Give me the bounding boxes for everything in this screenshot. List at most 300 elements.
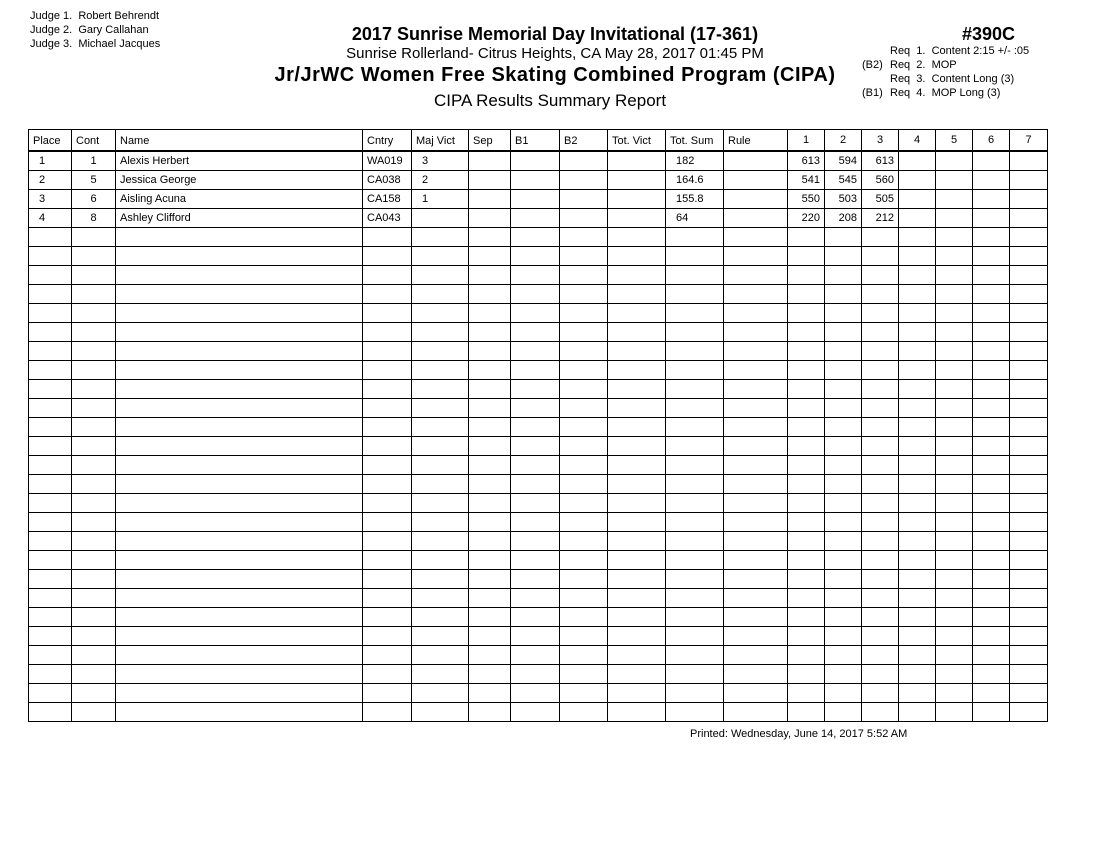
table-cell-empty: [724, 608, 788, 627]
results-table: [28, 129, 1048, 722]
table-cell-empty: [511, 399, 560, 418]
table-cell-empty: [72, 266, 116, 285]
table-cell-empty: [1010, 665, 1048, 684]
table-cell-empty: [29, 475, 72, 494]
table-cell-empty: [899, 513, 936, 532]
table-cell-empty: [724, 494, 788, 513]
table-cell-empty: [363, 285, 412, 304]
table-cell-empty: [560, 342, 608, 361]
table-cell-empty: [72, 380, 116, 399]
table-cell-empty: [608, 247, 666, 266]
table-cell-empty: [1010, 608, 1048, 627]
table-cell-empty: [724, 589, 788, 608]
table-cell-empty: [1010, 399, 1048, 418]
table-cell-empty: [511, 380, 560, 399]
table-row: 2 5 Jessica George CA038 2 164.6 541 545 560: [29, 171, 1048, 190]
table-cell-empty: [1010, 304, 1048, 323]
table-cell-empty: [899, 627, 936, 646]
table-cell-empty: [608, 380, 666, 399]
table-cell-empty: [666, 684, 724, 703]
table-cell-empty: [1010, 323, 1048, 342]
table-cell-empty: [788, 684, 825, 703]
table-cell-empty: [862, 285, 899, 304]
table-cell-empty: [363, 304, 412, 323]
table-cell-empty: [825, 684, 862, 703]
table-cell-empty: [1010, 513, 1048, 532]
table-cell-empty: [116, 247, 363, 266]
table-cell-empty: [72, 304, 116, 323]
table-cell-empty: [1010, 380, 1048, 399]
table-cell-empty: [560, 380, 608, 399]
table-cell-empty: [788, 551, 825, 570]
table-cell-empty: [899, 494, 936, 513]
table-cell-empty: [936, 684, 973, 703]
table-cell-empty: [560, 266, 608, 285]
table-cell-empty: [1010, 247, 1048, 266]
table-cell-empty: [511, 608, 560, 627]
table-cell-empty: [825, 570, 862, 589]
table-cell-empty: [724, 646, 788, 665]
table-cell-empty: [116, 703, 363, 722]
table-cell-empty: [511, 247, 560, 266]
table-cell-empty: [973, 399, 1010, 418]
table-cell-empty: [724, 532, 788, 551]
table-cell-empty: [72, 247, 116, 266]
table-cell-empty: [899, 551, 936, 570]
table-cell-empty: [862, 399, 899, 418]
table-cell-empty: [825, 437, 862, 456]
table-cell-empty: [724, 437, 788, 456]
table-row-empty: [29, 399, 1048, 418]
table-cell-empty: [72, 684, 116, 703]
table-cell-empty: [412, 570, 469, 589]
table-cell-empty: [899, 475, 936, 494]
table-cell-empty: [560, 437, 608, 456]
table-cell-empty: [788, 570, 825, 589]
table-cell-empty: [862, 646, 899, 665]
requirement-1: Req 1. Content 2:15 +/- :05: [890, 45, 1030, 57]
table-cell-empty: [862, 304, 899, 323]
table-cell-empty: [899, 589, 936, 608]
table-cell-empty: [469, 589, 511, 608]
table-cell-empty: [608, 532, 666, 551]
table-cell-empty: [666, 247, 724, 266]
table-cell-empty: [862, 589, 899, 608]
table-cell-empty: [511, 285, 560, 304]
table-cell-empty: [724, 266, 788, 285]
table-cell-empty: [666, 418, 724, 437]
col-header-cont: Cont: [72, 130, 116, 152]
table-cell-empty: [560, 456, 608, 475]
table-cell-empty: [825, 304, 862, 323]
table-cell-empty: [560, 304, 608, 323]
table-cell-empty: [724, 551, 788, 570]
table-cell-empty: [72, 665, 116, 684]
table-cell-empty: [666, 323, 724, 342]
table-cell-empty: [608, 285, 666, 304]
table-row-empty: [29, 247, 1048, 266]
table-cell-empty: [72, 342, 116, 361]
table-row-empty: [29, 418, 1048, 437]
table-cell-empty: [825, 228, 862, 247]
table-cell-empty: [899, 532, 936, 551]
table-cell-empty: [363, 589, 412, 608]
table-cell-empty: [825, 513, 862, 532]
table-cell-empty: [936, 266, 973, 285]
table-cell-empty: [936, 551, 973, 570]
table-cell-empty: [936, 494, 973, 513]
table-cell-empty: [29, 304, 72, 323]
table-cell-empty: [469, 304, 511, 323]
table-cell-empty: [724, 323, 788, 342]
table-cell-empty: [936, 532, 973, 551]
requirement-3: Req 3. Content Long (3): [890, 73, 1015, 85]
table-cell-empty: [29, 703, 72, 722]
table-cell-empty: [608, 475, 666, 494]
table-cell-empty: [666, 475, 724, 494]
table-row-empty: [29, 532, 1048, 551]
table-cell-empty: [973, 266, 1010, 285]
table-cell-empty: [560, 703, 608, 722]
table-cell-empty: [560, 247, 608, 266]
table-cell-empty: [511, 418, 560, 437]
col-header-b2: B2: [560, 130, 608, 152]
table-row-empty: [29, 646, 1048, 665]
table-cell-empty: [469, 342, 511, 361]
table-cell-empty: [116, 646, 363, 665]
table-cell-empty: [973, 228, 1010, 247]
table-cell-empty: [936, 418, 973, 437]
table-cell-empty: [469, 684, 511, 703]
table-cell-empty: [899, 684, 936, 703]
table-cell-empty: [469, 380, 511, 399]
table-cell-empty: [666, 665, 724, 684]
table-cell-empty: [788, 456, 825, 475]
table-cell-empty: [412, 342, 469, 361]
program-title: Jr/JrWC Women Free Skating Combined Program (CIPA): [274, 64, 836, 86]
judge-1: Judge 1. Robert Behrendt: [30, 10, 160, 22]
table-cell-empty: [363, 570, 412, 589]
table-cell-empty: [1010, 266, 1048, 285]
table-cell-empty: [29, 456, 72, 475]
table-cell-empty: [469, 551, 511, 570]
table-cell-empty: [116, 285, 363, 304]
table-cell-empty: [862, 361, 899, 380]
table-cell-empty: [666, 437, 724, 456]
table-cell-empty: [469, 627, 511, 646]
table-cell-empty: [29, 285, 72, 304]
event-number: #390C: [962, 24, 1016, 44]
table-cell-empty: [608, 513, 666, 532]
table-cell-empty: [862, 627, 899, 646]
table-cell-empty: [469, 646, 511, 665]
table-cell-empty: [788, 342, 825, 361]
table-cell-empty: [1010, 570, 1048, 589]
table-cell-empty: [29, 589, 72, 608]
table-cell-empty: [412, 266, 469, 285]
table-cell-empty: [116, 684, 363, 703]
table-cell-empty: [899, 247, 936, 266]
table-cell-empty: [608, 266, 666, 285]
table-cell-empty: [862, 266, 899, 285]
table-cell-empty: [560, 418, 608, 437]
table-cell-empty: [899, 380, 936, 399]
table-cell-empty: [116, 475, 363, 494]
table-cell-empty: [560, 285, 608, 304]
table-cell-empty: [511, 646, 560, 665]
table-cell-empty: [899, 285, 936, 304]
table-cell-empty: [1010, 494, 1048, 513]
table-cell-empty: [72, 589, 116, 608]
table-cell-empty: [29, 608, 72, 627]
table-cell-empty: [469, 323, 511, 342]
table-cell-empty: [608, 570, 666, 589]
table-cell-empty: [1010, 228, 1048, 247]
table-row: 3 6 Aisling Acuna CA158 1 155.8 550 503 505: [29, 190, 1048, 209]
judge-3: Judge 3. Michael Jacques: [30, 38, 161, 50]
table-cell-empty: [666, 570, 724, 589]
table-cell-empty: [412, 494, 469, 513]
table-cell-empty: [825, 494, 862, 513]
table-cell-empty: [825, 551, 862, 570]
table-cell-empty: [29, 627, 72, 646]
table-cell-empty: [29, 266, 72, 285]
table-cell-empty: [862, 513, 899, 532]
table-cell-empty: [560, 551, 608, 570]
table-cell-empty: [825, 285, 862, 304]
table-cell-empty: [899, 665, 936, 684]
table-cell-empty: [788, 361, 825, 380]
table-row-empty: [29, 285, 1048, 304]
table-cell-empty: [936, 646, 973, 665]
table-cell-empty: [788, 475, 825, 494]
table-cell-empty: [363, 665, 412, 684]
table-cell-empty: [936, 570, 973, 589]
table-cell-empty: [788, 665, 825, 684]
venue-line: Sunrise Rollerland- Citrus Heights, CA May 28, 2017 01:45 PM: [346, 45, 764, 62]
table-cell-empty: [72, 513, 116, 532]
table-cell-empty: [608, 589, 666, 608]
table-cell-empty: [936, 228, 973, 247]
table-cell-empty: [608, 342, 666, 361]
col-header-rule: Rule: [724, 130, 788, 152]
col-header-judge-4: 4: [899, 130, 936, 152]
table-row-empty: [29, 475, 1048, 494]
table-cell-empty: [862, 342, 899, 361]
table-cell-empty: [363, 399, 412, 418]
table-cell-empty: [973, 418, 1010, 437]
table-cell-empty: [116, 494, 363, 513]
table-cell-empty: [469, 285, 511, 304]
table-cell-empty: [29, 665, 72, 684]
col-header-cntry: Cntry: [363, 130, 412, 152]
table-cell-empty: [511, 551, 560, 570]
table-cell-empty: [724, 570, 788, 589]
table-cell-empty: [862, 456, 899, 475]
table-cell-empty: [469, 247, 511, 266]
table-cell-empty: [862, 247, 899, 266]
table-cell-empty: [363, 494, 412, 513]
table-cell-empty: [72, 285, 116, 304]
table-cell-empty: [608, 323, 666, 342]
table-cell-empty: [825, 665, 862, 684]
table-cell-empty: [511, 228, 560, 247]
judge-2: Judge 2. Gary Callahan: [30, 24, 149, 36]
table-cell-empty: [363, 532, 412, 551]
table-cell-empty: [788, 608, 825, 627]
table-cell-empty: [724, 665, 788, 684]
table-cell-empty: [899, 570, 936, 589]
table-row: 1 1 Alexis Herbert WA019 3 182 613 594 613: [29, 151, 1048, 171]
table-cell-empty: [1010, 627, 1048, 646]
report-title: CIPA Results Summary Report: [433, 91, 667, 110]
table-cell-empty: [469, 361, 511, 380]
table-cell-empty: [608, 703, 666, 722]
table-cell-empty: [862, 551, 899, 570]
col-header-name: Name: [116, 130, 363, 152]
table-cell-empty: [608, 665, 666, 684]
table-cell-empty: [469, 456, 511, 475]
table-cell-empty: [412, 304, 469, 323]
table-cell-empty: [560, 323, 608, 342]
table-cell-empty: [511, 494, 560, 513]
table-cell-empty: [899, 304, 936, 323]
table-cell-empty: [608, 551, 666, 570]
event-title: 2017 Sunrise Memorial Day Invitational (17-361): [351, 24, 759, 44]
table-cell-empty: [363, 551, 412, 570]
table-cell-empty: [560, 627, 608, 646]
col-header-b1: B1: [511, 130, 560, 152]
table-cell-empty: [116, 437, 363, 456]
table-cell-empty: [1010, 703, 1048, 722]
table-cell-empty: [899, 437, 936, 456]
table-cell-empty: [788, 646, 825, 665]
table-cell-empty: [116, 570, 363, 589]
table-cell-empty: [412, 380, 469, 399]
table-cell-empty: [899, 703, 936, 722]
table-row-empty: [29, 513, 1048, 532]
table-cell-empty: [724, 513, 788, 532]
table-cell-empty: [608, 437, 666, 456]
table-cell-empty: [560, 570, 608, 589]
table-cell-empty: [825, 589, 862, 608]
table-cell-empty: [511, 304, 560, 323]
table-cell-empty: [973, 323, 1010, 342]
table-cell-empty: [973, 551, 1010, 570]
table-cell-empty: [412, 228, 469, 247]
table-cell-empty: [29, 570, 72, 589]
table-cell-empty: [412, 551, 469, 570]
table-cell-empty: [363, 266, 412, 285]
table-cell-empty: [412, 589, 469, 608]
table-cell-empty: [973, 646, 1010, 665]
table-cell-empty: [469, 418, 511, 437]
table-cell-empty: [116, 608, 363, 627]
table-cell-empty: [1010, 437, 1048, 456]
table-cell-empty: [825, 646, 862, 665]
table-cell-empty: [29, 513, 72, 532]
table-cell-empty: [724, 361, 788, 380]
table-cell-empty: [511, 456, 560, 475]
table-cell-empty: [825, 627, 862, 646]
table-cell-empty: [936, 361, 973, 380]
table-cell-empty: [363, 228, 412, 247]
table-cell-empty: [608, 304, 666, 323]
table-cell-empty: [469, 513, 511, 532]
table-cell-empty: [862, 665, 899, 684]
table-cell-empty: [724, 418, 788, 437]
table-cell-empty: [608, 627, 666, 646]
table-cell-empty: [825, 703, 862, 722]
table-cell-empty: [412, 627, 469, 646]
table-cell-empty: [560, 494, 608, 513]
table-cell-empty: [666, 399, 724, 418]
table-cell-empty: [560, 608, 608, 627]
requirements-list: [862, 44, 1029, 100]
table-cell-empty: [788, 532, 825, 551]
table-cell-empty: [825, 456, 862, 475]
table-cell-empty: [72, 323, 116, 342]
table-row-empty: [29, 494, 1048, 513]
table-cell-empty: [825, 323, 862, 342]
table-header-row: [29, 130, 1048, 152]
table-cell-empty: [363, 342, 412, 361]
table-cell-empty: [862, 437, 899, 456]
table-row-empty: [29, 684, 1048, 703]
table-cell-empty: [973, 665, 1010, 684]
table-cell-empty: [973, 513, 1010, 532]
table-cell-empty: [973, 608, 1010, 627]
col-header-sep: Sep: [469, 130, 511, 152]
table-cell-empty: [724, 475, 788, 494]
table-cell-empty: [116, 418, 363, 437]
table-cell-empty: [936, 627, 973, 646]
table-cell-empty: [608, 399, 666, 418]
table-cell-empty: [72, 399, 116, 418]
table-cell-empty: [1010, 646, 1048, 665]
table-row-empty: [29, 665, 1048, 684]
table-cell-empty: [899, 456, 936, 475]
table-cell-empty: [116, 589, 363, 608]
col-header-tot-vict: Tot. Vict: [608, 130, 666, 152]
table-cell-empty: [608, 608, 666, 627]
table-cell-empty: [116, 627, 363, 646]
table-cell-empty: [788, 399, 825, 418]
table-cell-empty: [29, 494, 72, 513]
table-cell-empty: [936, 323, 973, 342]
table-cell-empty: [973, 532, 1010, 551]
table-cell-empty: [788, 589, 825, 608]
table-cell-empty: [724, 399, 788, 418]
table-cell-empty: [825, 380, 862, 399]
table-cell-empty: [973, 361, 1010, 380]
table-cell-empty: [788, 285, 825, 304]
table-cell-empty: [363, 513, 412, 532]
table-cell-empty: [936, 342, 973, 361]
table-cell-empty: [412, 608, 469, 627]
table-cell-empty: [788, 703, 825, 722]
table-row-empty: [29, 323, 1048, 342]
table-cell-empty: [825, 342, 862, 361]
table-cell-empty: [1010, 361, 1048, 380]
table-cell-empty: [724, 456, 788, 475]
table-row-empty: [29, 380, 1048, 399]
table-row-empty: [29, 266, 1048, 285]
table-cell-empty: [363, 361, 412, 380]
table-cell-empty: [825, 418, 862, 437]
table-cell-empty: [936, 703, 973, 722]
table-cell-empty: [116, 323, 363, 342]
